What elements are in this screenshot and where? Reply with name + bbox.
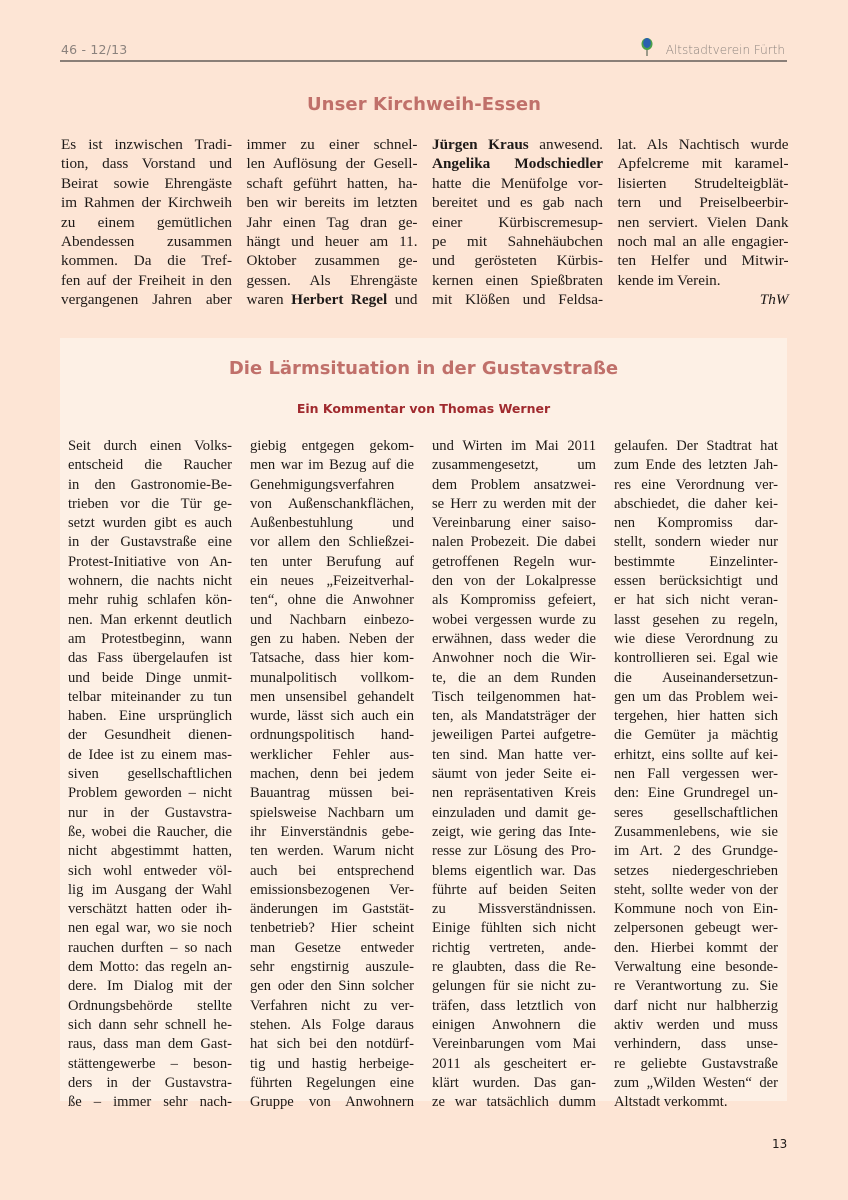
text-line: te, die an dem Runden bbox=[432, 669, 596, 686]
text-line: men unsensibel gehandelt bbox=[250, 688, 414, 705]
text-line: nen egal war, wo sie noch bbox=[68, 920, 232, 937]
page-header bbox=[60, 42, 787, 62]
text-line: wobei vergessen wurde zu bbox=[432, 611, 596, 628]
text-line: aktiv werden und muss bbox=[614, 1016, 778, 1033]
text-line: Es ist inzwischen Tradi- bbox=[61, 136, 232, 153]
text-line: setzes niedergeschrieben bbox=[614, 862, 778, 879]
text-line: fen auf der Freiheit in den bbox=[61, 271, 232, 289]
text-line: im Art. 2 des Grundge- bbox=[614, 843, 778, 860]
text-column bbox=[618, 135, 789, 310]
text-line: kontrollieren sei. Egal wie bbox=[614, 650, 778, 667]
text-line: bereitet und es gab nach bbox=[432, 194, 603, 212]
text-line: dere. Im Dialog mit der bbox=[68, 978, 232, 995]
text-line: ze war tatsächlich dumm bbox=[432, 1094, 596, 1111]
text-line: Kommune noch von Ein- bbox=[614, 901, 778, 918]
text-line: trieben vor die Tür ge- bbox=[68, 495, 232, 512]
text-column bbox=[247, 135, 418, 310]
text-line: gelaufen. Der Stadtrat hat bbox=[614, 438, 778, 454]
text-line: erwähnen, dass weder die bbox=[432, 630, 596, 647]
text-line: stättengewerbe – beson- bbox=[68, 1055, 232, 1072]
text-line: ben wir bereits im letzten bbox=[246, 194, 418, 212]
text-column bbox=[614, 437, 778, 1112]
text-line: Problem geworden – nicht bbox=[68, 785, 232, 802]
text-line: sich dann sehr schnell he- bbox=[68, 1016, 232, 1033]
text-line: telbar miteinander zu tun bbox=[68, 688, 232, 705]
text-line: Verfahren nicht zu ver- bbox=[250, 997, 414, 1014]
text-line: gen um das Problem wei- bbox=[614, 688, 778, 705]
text-line: nur in der Gustavstra- bbox=[68, 804, 232, 821]
text-line: von Außenschankflächen, bbox=[250, 495, 414, 512]
text-line: Abendessen zusammen bbox=[61, 233, 232, 251]
text-line: se Herr zu werden mit der bbox=[432, 495, 596, 512]
page-number: 13 bbox=[772, 1137, 788, 1151]
tree-icon bbox=[641, 37, 653, 57]
text-line: erhitzt, eins sollte auf kei- bbox=[614, 746, 778, 763]
text-line: gen zu haben. Neben der bbox=[250, 630, 414, 647]
text-line: noch mal an alle engagier- bbox=[617, 233, 789, 251]
organization-name: Altstadtverein Fürth bbox=[665, 43, 785, 57]
text-line: Jahr einen Tag dran ge- bbox=[246, 213, 418, 231]
text-line: gessen. Als Ehrengäste bbox=[246, 271, 418, 289]
text-line: Einige fühlten sich nicht bbox=[432, 920, 596, 937]
text-line: Angelika Modschiedler bbox=[432, 155, 603, 173]
text-line: tern und Preiselbeerbir- bbox=[617, 194, 789, 212]
text-line: ße – immer sehr nach- bbox=[68, 1094, 232, 1111]
text-line: emissionsbezogenen Ver- bbox=[250, 881, 414, 898]
text-line: und beide Dinge unmit- bbox=[68, 669, 232, 686]
text-line: richtig vertreten, ande- bbox=[432, 939, 596, 956]
text-line: am Protestbeginn, wann bbox=[68, 630, 232, 647]
text-line: re geliebte Gustavstraße bbox=[614, 1055, 778, 1072]
text-column bbox=[250, 437, 414, 1112]
text-line: führte auf beiden Seiten bbox=[432, 881, 596, 898]
text-line: dem Motto: das regeln an- bbox=[68, 959, 232, 976]
text-line: kommen. Da die Tref- bbox=[61, 252, 232, 270]
text-line: jeweiligen Partei aufgetre- bbox=[432, 727, 596, 744]
text-line: essen berücksichtigt und bbox=[614, 573, 778, 590]
text-line: führten Regelungen eine bbox=[250, 1074, 414, 1091]
text-line: sich wohl entweder völ- bbox=[68, 862, 232, 879]
text-line: tion, dass Vorstand und bbox=[61, 155, 232, 173]
text-line: Seit durch einen Volks- bbox=[68, 438, 232, 454]
text-line: träfen, dass letztlich von bbox=[432, 997, 596, 1014]
text-line: ten, als Mandatsträger der bbox=[432, 708, 596, 725]
text-line: man Gesetze entweder bbox=[250, 939, 414, 956]
article-body-laermsituation bbox=[68, 437, 780, 1112]
text-line: Beirat sowie Ehrengäste bbox=[61, 174, 232, 192]
text-line: änderungen im Gaststät- bbox=[250, 901, 414, 918]
text-line: schaft geführt hatten, ha- bbox=[246, 174, 418, 192]
text-line: in der Gustavstraße eine bbox=[68, 534, 232, 551]
text-line: und Wirten im Mai 2011 bbox=[432, 438, 596, 454]
text-line: dem Problem ansatzwei- bbox=[432, 476, 596, 493]
text-line: men war im Bezug auf die bbox=[250, 457, 414, 474]
text-line: mehr ruhig schlafen kön- bbox=[68, 592, 232, 609]
text-line: mit Klößen und Feldsa- bbox=[432, 291, 603, 309]
text-line: lig im Ausgang der Wahl bbox=[68, 881, 232, 898]
text-line: sehr engstirnig auszule- bbox=[250, 959, 414, 976]
text-line: de Idee ist zu einem mas- bbox=[68, 746, 232, 763]
text-line: getroffenen Regeln wur- bbox=[432, 553, 596, 570]
text-line: zusammengesetzt, um bbox=[432, 457, 596, 474]
text-line: seres gesellschaftlichen bbox=[614, 804, 778, 821]
text-line: raus, dass man dem Gast- bbox=[68, 1036, 232, 1053]
text-line: Apfelcreme mit karamel- bbox=[617, 155, 789, 173]
text-column bbox=[432, 135, 603, 310]
text-line: den. Hierbei kommt der bbox=[614, 939, 778, 956]
text-line: nen repräsentativen Kreis bbox=[432, 785, 596, 802]
text-line: einzuladen und damit ge- bbox=[432, 804, 596, 821]
text-line: den: Eine Grundregel un- bbox=[614, 785, 778, 802]
text-line: als Kompromiss gefeiert, bbox=[432, 592, 596, 609]
text-line: nen serviert. Vielen Dank bbox=[617, 213, 789, 231]
text-line: kernen einen Spießbraten bbox=[432, 271, 603, 289]
text-line: haben. Eine ursprünglich bbox=[68, 708, 232, 725]
text-line: Außenbestuhlung und bbox=[250, 515, 414, 532]
text-line: verhindern, dass unse- bbox=[614, 1036, 778, 1053]
text-line: zu Missverständnissen. bbox=[432, 901, 596, 918]
comment-box bbox=[60, 338, 787, 1111]
text-line: die Auseinandersetzun- bbox=[614, 669, 778, 686]
text-line: immer zu einer schnel- bbox=[246, 136, 418, 153]
text-line: pe mit Sahnehäubchen bbox=[432, 233, 603, 251]
text-line: re glaubten, dass die Re- bbox=[432, 959, 596, 976]
text-line: entscheid die Raucher bbox=[68, 457, 232, 474]
text-line: setzt wurden gibt es auch bbox=[68, 515, 232, 532]
text-line: vor allem den Schließzei- bbox=[250, 534, 414, 551]
text-line: ten werden. Warum nicht bbox=[250, 843, 414, 860]
text-line: ten unter Berufung auf bbox=[250, 553, 414, 570]
text-line: res eine Verordnung ver- bbox=[614, 476, 778, 493]
text-line: tergehen, hier hatten sich bbox=[614, 708, 778, 725]
text-line: verschätzt hatten oder ih- bbox=[68, 901, 232, 918]
text-column bbox=[61, 135, 232, 310]
text-line: ordnungspolitisch hand- bbox=[250, 727, 414, 744]
text-line: lat. Als Nachtisch wurde bbox=[617, 136, 789, 153]
text-line: rauchen durften – so nach bbox=[68, 939, 232, 956]
text-line: zum „Wilden Westen“ der bbox=[614, 1074, 778, 1091]
author-signature: ThW bbox=[759, 291, 789, 309]
text-line: stellt, sondern wieder nur bbox=[614, 534, 778, 551]
text-column bbox=[68, 437, 232, 1112]
text-line: ten Helfer und Mitwir- bbox=[617, 252, 789, 270]
text-line: gen oder den Sinn solcher bbox=[250, 978, 414, 995]
text-line: abschiedet, die daher kei- bbox=[614, 495, 778, 512]
text-line: giebig entgegen gekom- bbox=[250, 438, 414, 454]
text-line: gelungen für sie nicht zu- bbox=[432, 978, 596, 995]
text-line: bestimmte Einzelinter- bbox=[614, 553, 778, 570]
issue-number: 46 - 12/13 bbox=[61, 42, 128, 57]
text-line: er hat sich nicht veran- bbox=[614, 592, 778, 609]
text-line: ders in der Gustavstra- bbox=[68, 1074, 232, 1091]
text-line: säumt von jeder Seite ei- bbox=[432, 766, 596, 783]
text-line: und gerösteten Kürbis- bbox=[432, 252, 603, 270]
text-line: hängt und heuer am 11. bbox=[246, 233, 418, 251]
text-line: Tisch teilgenommen hat- bbox=[432, 688, 596, 705]
text-line: in den Gastronomie-Be- bbox=[68, 476, 232, 493]
text-line: das Fass übergelaufen ist bbox=[68, 650, 232, 667]
text-line: Ordnungsbehörde stellte bbox=[68, 997, 232, 1014]
text-line: Protest-Initiative von An- bbox=[68, 553, 232, 570]
text-line: ten sind. Man hatte ver- bbox=[432, 746, 596, 763]
text-line: auch bei entsprechend bbox=[250, 862, 414, 879]
text-line: Genehmigungsverfahren bbox=[250, 476, 395, 493]
text-line: ihr Einverständnis gebe- bbox=[250, 823, 414, 840]
text-line: nalen Probezeit. Die dabei bbox=[432, 534, 596, 551]
text-line: zu einem gemütlichen bbox=[61, 213, 232, 231]
text-line: einer Kürbiscremesup- bbox=[432, 213, 603, 231]
text-line: kende im Verein. bbox=[617, 271, 721, 289]
text-line: lasst gesehen zu regeln, bbox=[614, 611, 778, 628]
text-line: resse zur Lösung des Pro- bbox=[432, 843, 596, 860]
text-line: hatte die Menüfolge vor- bbox=[432, 174, 603, 192]
text-line: zeigt, wie gering das Inte- bbox=[432, 823, 596, 840]
text-line: Vereinbarung einer saiso- bbox=[432, 515, 596, 532]
text-line: 2011 als gescheitert er- bbox=[432, 1055, 596, 1072]
text-line: tenbetrieb? Hier scheint bbox=[250, 920, 414, 937]
text-line: hat sich bei den notdürf- bbox=[250, 1036, 414, 1053]
text-line: ße, wobei die Raucher, die bbox=[68, 823, 232, 840]
text-line: zelpersonen gebeugt wer- bbox=[614, 920, 778, 937]
text-line: und Nachbarn einbezo- bbox=[250, 611, 414, 628]
text-line: Altstadt verkommt. bbox=[614, 1094, 728, 1111]
text-line: len Auflösung der Gesell- bbox=[246, 155, 418, 173]
article-title-laermsituation: Die Lärmsituation in der Gustavstraße bbox=[228, 358, 619, 379]
text-line: siven gesellschaftlichen bbox=[68, 766, 232, 783]
text-line: nen Kompromiss dar- bbox=[614, 515, 778, 532]
text-line: der Gesundheit dienen- bbox=[68, 727, 232, 744]
text-line: Zusammenlebens, wie sie bbox=[614, 823, 778, 840]
text-line: Gruppe von Anwohnern bbox=[250, 1094, 414, 1111]
text-line: im Rahmen der Kirchweih bbox=[61, 194, 232, 212]
text-line: Verwaltung eine besonde- bbox=[614, 959, 778, 976]
text-column bbox=[432, 437, 596, 1112]
text-line: ein neues „Feizeitverhal- bbox=[250, 573, 414, 590]
text-line: wurde, lässt sich auch ein bbox=[250, 708, 414, 725]
text-line: darf nicht nur halbherzig bbox=[614, 997, 778, 1014]
text-line: vergangenen Jahren aber bbox=[61, 291, 232, 309]
text-line: steht, sollte weder von der bbox=[614, 881, 778, 898]
text-line: wohnern, die nachts nicht bbox=[68, 573, 232, 590]
text-line: einigen Anwohnern die bbox=[432, 1016, 596, 1033]
text-line: nen Fall vergessen wer- bbox=[614, 766, 778, 783]
text-line: Bauantrag müssen bei- bbox=[250, 785, 414, 802]
text-line: klärt wurden. Das gan- bbox=[432, 1074, 596, 1091]
text-line: Vereinbarungen vom Mai bbox=[432, 1036, 596, 1053]
text-line: waren Herbert Regel und bbox=[246, 291, 418, 309]
text-line: zum Ende des letzten Jah- bbox=[614, 457, 778, 474]
text-line: spielsweise Nachbarn um bbox=[250, 804, 414, 821]
text-line: lisierten Strudelteigblät- bbox=[617, 174, 789, 192]
text-line: werklicher Fehler aus- bbox=[250, 746, 414, 763]
text-line: Oktober zusammen ge- bbox=[246, 252, 418, 270]
text-line: re Verantwortung zu. Sie bbox=[614, 978, 778, 995]
text-line: ten“, ohne die Anwohner bbox=[250, 592, 414, 609]
text-line: den von der Lokalpresse bbox=[432, 573, 596, 590]
text-line: blems eigentlich war. Das bbox=[432, 862, 596, 879]
text-line: Jürgen Kraus anwesend. bbox=[432, 136, 603, 153]
text-line: Tatsache, dass hier kom- bbox=[250, 650, 414, 667]
text-line: machen, denn bei jedem bbox=[250, 766, 414, 783]
text-line: Anwohner noch die Wir- bbox=[432, 650, 596, 667]
text-line: munalpolitisch vollkom- bbox=[250, 669, 414, 686]
article-byline: Ein Kommentar von Thomas Werner bbox=[296, 401, 551, 416]
text-line: nicht abgestimmt hatten, bbox=[68, 843, 232, 860]
text-line: wie diese Verordnung zu bbox=[614, 630, 778, 647]
text-line: stehen. Als Folge daraus bbox=[250, 1016, 414, 1033]
article-body-kirchweih bbox=[61, 135, 788, 310]
text-line: die Gemüter ja mächtig bbox=[614, 727, 778, 744]
article-title-kirchweih: Unser Kirchweih-Essen bbox=[306, 94, 542, 115]
text-line: nen. Man erkennt deutlich bbox=[68, 611, 232, 628]
text-line: tig und hastig herbeige- bbox=[250, 1055, 414, 1072]
